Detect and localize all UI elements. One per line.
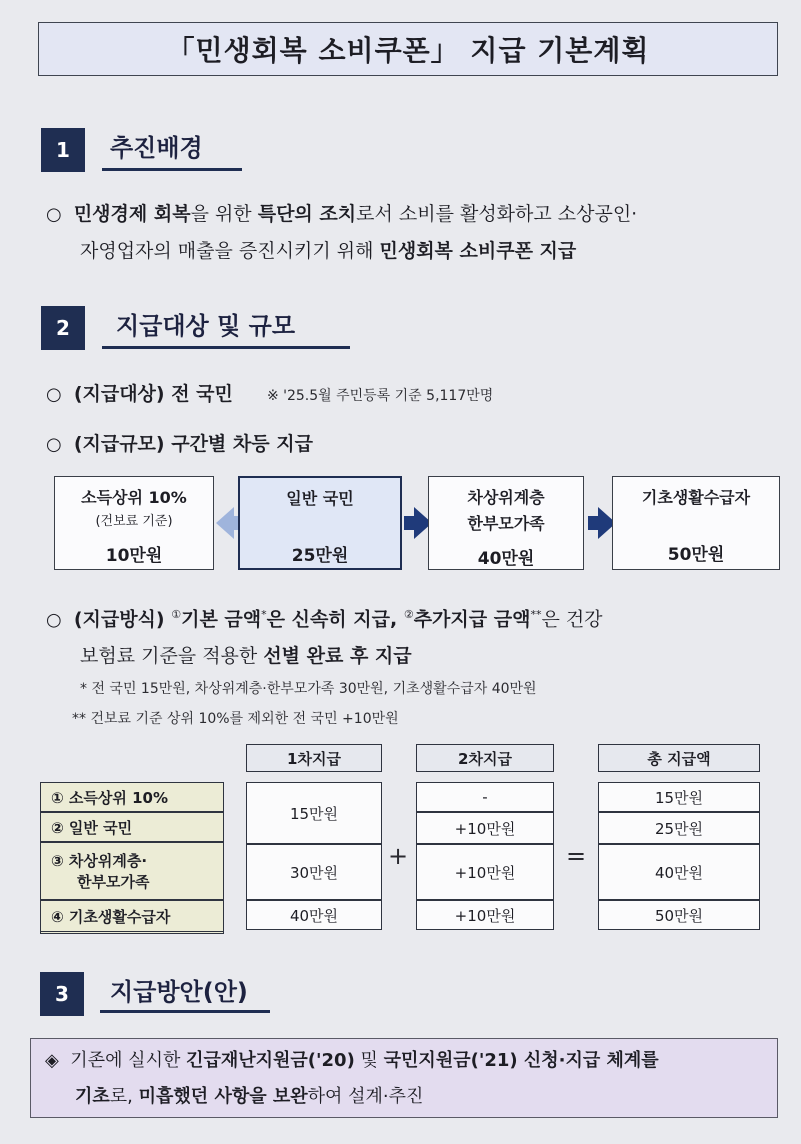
plan-line-2 bbox=[45, 1079, 767, 1115]
equals-sign: = bbox=[566, 842, 587, 870]
background-line-1 bbox=[46, 196, 786, 233]
section-underline bbox=[102, 346, 350, 349]
plan-paragraph bbox=[31, 1039, 777, 1115]
table-cell: 30만원 bbox=[246, 844, 382, 900]
scale-line bbox=[46, 426, 786, 463]
tier-name: 차상위계층 bbox=[467, 488, 545, 507]
plan-line-1 bbox=[45, 1043, 767, 1079]
text: 및 bbox=[354, 1050, 384, 1071]
tier-name: 일반 국민 bbox=[286, 489, 354, 508]
tier-amount: 25만원 bbox=[291, 546, 349, 566]
tier-name: 기초생활수급자 bbox=[641, 488, 751, 507]
table-cell: 15만원 bbox=[598, 782, 760, 812]
circle-bullet: ○ bbox=[46, 434, 62, 455]
table-cell: - bbox=[416, 782, 554, 812]
table-header: 1차지급 bbox=[246, 744, 382, 772]
table-cell: 40만원 bbox=[246, 900, 382, 930]
marker: ① bbox=[171, 608, 182, 621]
marker: * bbox=[261, 608, 267, 621]
table-cell: +10만원 bbox=[416, 812, 554, 844]
bold-text: 추가지급 금액 bbox=[413, 608, 531, 631]
row-label: ④ 기초생활수급자 bbox=[40, 900, 224, 932]
table-cell: +10만원 bbox=[416, 844, 554, 900]
plan-box bbox=[30, 1038, 778, 1118]
tier-amount: 40만원 bbox=[477, 549, 535, 569]
bold-text: 선별 완료 후 지급 bbox=[263, 645, 412, 668]
target-note: ※ '25.5월 주민등록 기준 5,117만명 bbox=[266, 388, 494, 404]
page-title-text: 「민생회복 소비쿠폰」 지급 기본계획 bbox=[166, 34, 650, 67]
footnote: * 전 국민 15만원, 차상위계층·한부모가족 30만원, 기초생활수급자 40만원 bbox=[80, 681, 537, 697]
background-paragraph bbox=[46, 196, 786, 270]
background-line-2 bbox=[46, 233, 786, 270]
page-title bbox=[38, 22, 778, 76]
marker: ② bbox=[403, 608, 414, 621]
section-number bbox=[41, 306, 85, 350]
method-paragraph bbox=[46, 596, 786, 675]
text: 보험료 기준을 적용한 bbox=[80, 645, 264, 668]
text: 로, bbox=[109, 1086, 139, 1107]
tier-box bbox=[54, 476, 214, 570]
tier-box bbox=[612, 476, 780, 570]
tier-name: 소득상위 10% bbox=[81, 488, 187, 507]
bold-text: 특단의 조치 bbox=[257, 203, 357, 225]
plus-sign: + bbox=[388, 842, 409, 870]
row-label: ① 소득상위 10% bbox=[40, 782, 224, 812]
bold-text: (지급방식) bbox=[73, 608, 172, 631]
tier-amount: 10만원 bbox=[105, 546, 163, 566]
target-line bbox=[46, 376, 786, 415]
tier-sub: 한부모가족 bbox=[467, 514, 545, 533]
text: 자영업자의 매출을 증진시키기 위해 bbox=[80, 240, 380, 262]
method-line-2 bbox=[46, 638, 786, 675]
section-title: 지급대상 및 규모 bbox=[116, 312, 295, 340]
text: 은 건강 bbox=[541, 608, 603, 631]
section-number bbox=[41, 128, 85, 172]
footnote: ** 건보료 기준 상위 10%를 제외한 전 국민 +10만원 bbox=[72, 711, 399, 727]
bold-text: 국민지원금('21) 신청·지급 체계를 bbox=[383, 1050, 659, 1071]
table-cell: 40만원 bbox=[598, 844, 760, 900]
scale-label: (지급규모) 구간별 차등 지급 bbox=[73, 433, 313, 455]
circle-bullet: ○ bbox=[46, 204, 62, 225]
table-header: 총 지급액 bbox=[598, 744, 760, 772]
section-number bbox=[40, 972, 84, 1016]
tier-amount: 50만원 bbox=[667, 545, 725, 565]
row-label bbox=[40, 842, 224, 900]
text: 로서 소비를 활성화하고 소상공인· bbox=[356, 203, 638, 225]
bold-text: 미흡했던 사항을 보완 bbox=[138, 1086, 308, 1107]
bold-text: 기초 bbox=[75, 1086, 110, 1107]
bold-text: 긴급재난지원금('20) bbox=[186, 1050, 355, 1071]
section-underline bbox=[100, 1010, 270, 1013]
bold-text: 기본 금액 bbox=[181, 608, 262, 631]
bold-text: 민생회복 소비쿠폰 지급 bbox=[379, 240, 577, 262]
target-label: (지급대상) 전 국민 bbox=[73, 383, 233, 405]
row-label-line: ③ 차상위계층· bbox=[51, 852, 148, 870]
text: 을 위한 bbox=[190, 203, 258, 225]
section-title: 지급방안(안) bbox=[110, 978, 248, 1006]
tier-box-highlight bbox=[238, 476, 402, 570]
section-number-text: 1 bbox=[56, 138, 70, 162]
table-cell: 15만원 bbox=[246, 782, 382, 844]
circle-bullet: ○ bbox=[46, 609, 62, 631]
text: 기존에 실시한 bbox=[70, 1050, 187, 1071]
row-label-line: 한부모가족 bbox=[77, 873, 150, 891]
table-cell: 25만원 bbox=[598, 812, 760, 844]
bold-text: 민생경제 회복 bbox=[73, 203, 191, 225]
tier-box bbox=[428, 476, 584, 570]
table-header: 2차지급 bbox=[416, 744, 554, 772]
section-title: 추진배경 bbox=[110, 134, 203, 162]
row-label: ② 일반 국민 bbox=[40, 812, 224, 842]
tier-sub: (건보료 기준) bbox=[95, 514, 173, 529]
section-number-text: 3 bbox=[55, 982, 69, 1006]
circle-bullet: ○ bbox=[46, 384, 62, 405]
table-cell: +10만원 bbox=[416, 900, 554, 930]
table-cell: 50만원 bbox=[598, 900, 760, 930]
section-underline bbox=[102, 168, 242, 171]
section-number-text: 2 bbox=[56, 316, 70, 340]
diamond-bullet-icon: ◈ bbox=[45, 1050, 59, 1071]
method-line-1 bbox=[46, 596, 786, 638]
bold-text: 은 신속히 지급, bbox=[266, 608, 404, 631]
text: 하여 설계·추진 bbox=[307, 1086, 424, 1107]
marker: ** bbox=[530, 608, 542, 621]
